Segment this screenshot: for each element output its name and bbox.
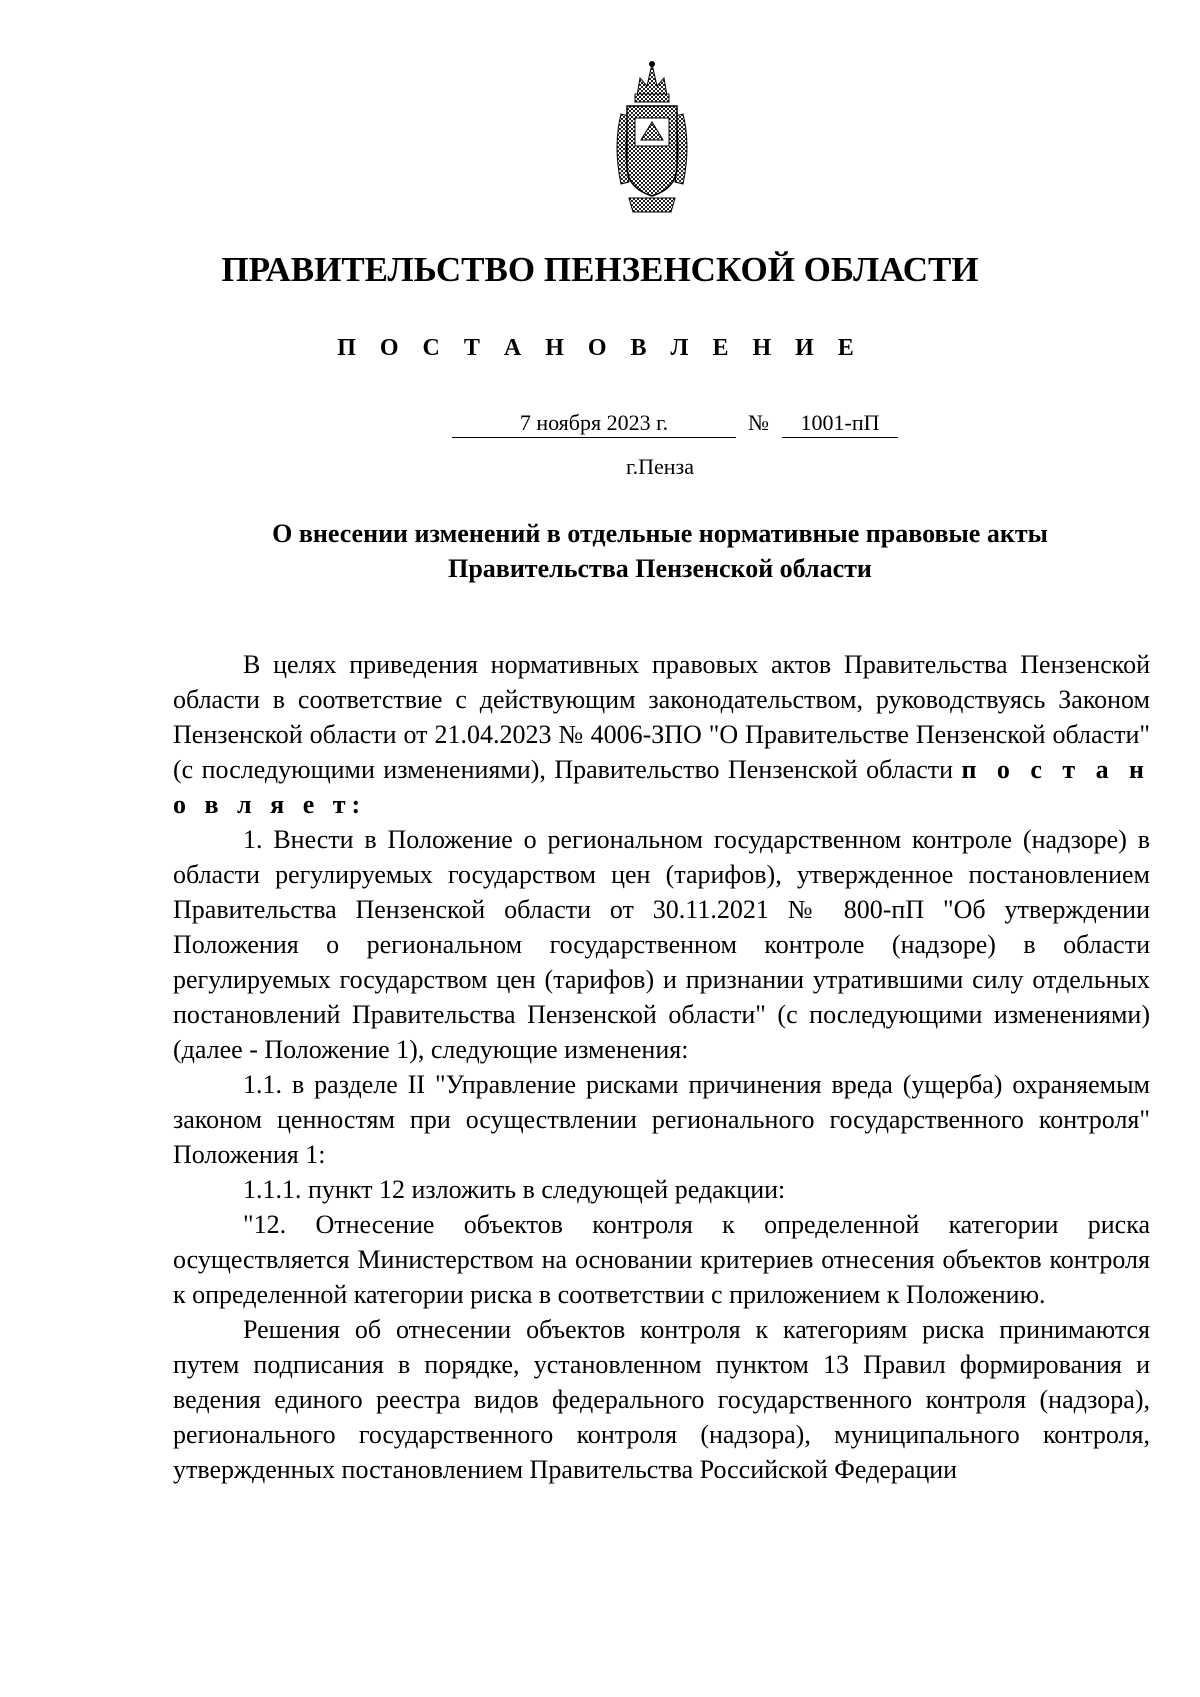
document-date: 7 ноября 2023 г. xyxy=(452,410,736,438)
document-body xyxy=(173,647,1150,1487)
title-line-2: Правительства Пензенской области xyxy=(448,554,872,583)
paragraph-item-1-1-1: 1.1.1. пункт 12 изложить в следующей редакции: xyxy=(243,1175,786,1204)
document-title xyxy=(200,516,1120,586)
number-sign: № xyxy=(748,410,769,435)
document-type: П О С Т А Н О В Л Е Н И Е xyxy=(337,335,863,361)
document-number: 1001-пП xyxy=(782,410,898,438)
paragraph-item-1: 1. Внести в Положение о региональном государственном контроле (надзоре) в области регулируемых государством цен (тарифов), утвержденное постановлением Правительства Пензенской области от 30.11.2021 № 800-пП "Об утверждении Положения о региональном государственном контроле (надзоре) в области регулируемых государством цен (тарифов) и признании утратившими силу отдельных постановлений Правительства Пензенской области" (с последующими изменениями) (далее - Положение 1), следующие изменения: xyxy=(173,825,1150,1064)
paragraph-risk-decisions: Решения об отнесении объектов контроля к категориям риска принимаются путем подписания в порядке, установленном пунктом 13 Правил формирования и ведения единого реестра видов федерального государственного контроля (надзора), регионального государственного контроля (надзора), муниципального контроля, утвержденных постановлением Правительства Российской Федерации xyxy=(173,1315,1150,1484)
decree-word: п о с т а н о в л я е т: xyxy=(173,755,1150,819)
paragraph-preamble xyxy=(173,647,1150,822)
preamble-text: В целях приведения нормативных правовых актов Правительства Пензенской области в соответствие с действующим законодательством, руководствуясь Законом Пензенской области от 21.04.2023 № 4006-ЗПО "О Правительстве Пензенской области" (с последующими изменениями), Правительство Пензенской области xyxy=(173,650,1150,784)
coat-of-arms-emblem xyxy=(607,56,697,216)
document-city: г.Пенза xyxy=(626,454,694,479)
organization-name: ПРАВИТЕЛЬСТВО ПЕНЗЕНСКОЙ ОБЛАСТИ xyxy=(221,250,979,289)
paragraph-item-1-1: 1.1. в разделе II "Управление рисками причинения вреда (ущерба) охраняемым законом ценностям при осуществлении регионального государственного контроля" Положения 1: xyxy=(173,1070,1150,1169)
paragraph-clause-12: "12. Отнесение объектов контроля к определенной категории риска осуществляется Министерством на основании критериев отнесения объектов контроля к определенной категории риска в соответствии с приложением к Положению. xyxy=(173,1210,1150,1309)
title-line-1: О внесении изменений в отдельные нормативные правовые акты xyxy=(272,519,1048,548)
